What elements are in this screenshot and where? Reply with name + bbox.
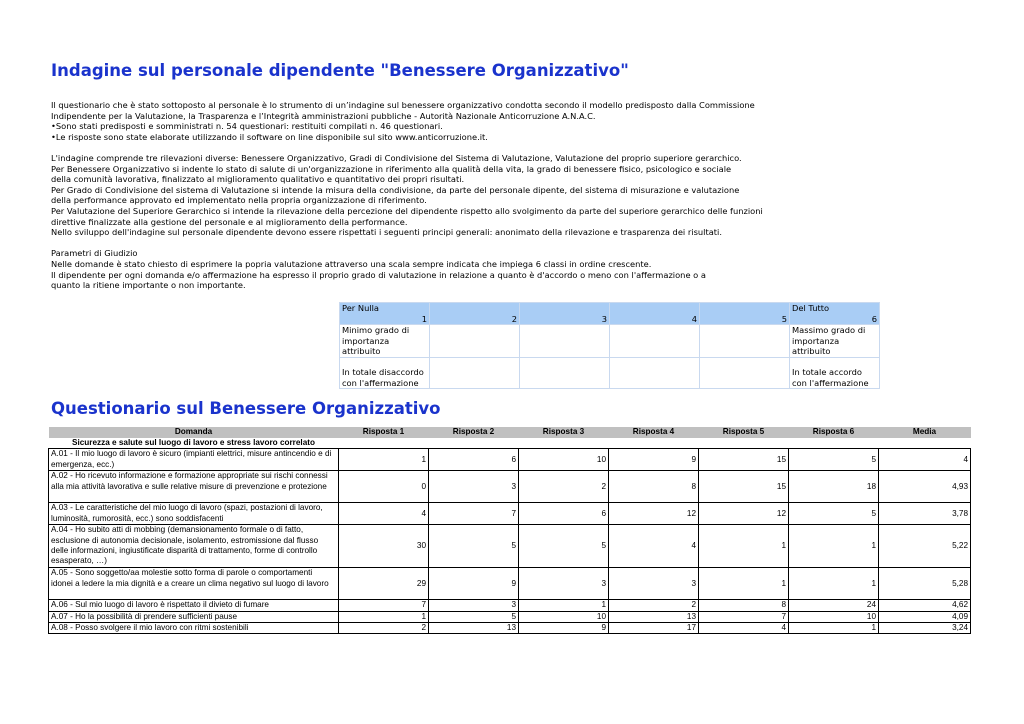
answer-count-cell: 2 [339,623,429,634]
scale-cell-1 [340,303,430,325]
col-header: Media [879,427,971,438]
intro-line: Nelle domande è stato chiesto di esprimere la popria valutazione attraverso una scala sempre indicata che impiega 6 classi in ordine crescente. [51,258,652,269]
answer-count-cell: 4 [609,525,699,568]
scale-number: 1 [421,313,427,324]
answer-count-cell: 9 [519,623,609,634]
answer-count-cell: 7 [429,503,519,525]
answer-count-cell: 6 [519,503,609,525]
answer-count-cell: 1 [789,623,879,634]
table-header-row [49,427,971,438]
answer-count-cell: 5 [429,611,519,622]
intro-line: direttive finalizzate alla gestione del personale e al miglioramento della performance. [51,216,408,227]
question-cell: A.07 - Ho la possibilità di prendere sufficienti pause [49,611,339,622]
paragraph-gap [51,238,811,249]
col-header: Risposta 2 [429,427,519,438]
answer-count-cell: 4 [699,623,789,634]
average-cell: 4,09 [879,611,971,622]
answer-count-cell: 0 [339,471,429,503]
table-row [49,503,971,525]
scale-cell-6 [790,303,880,325]
scale-left-label: Per Nulla [342,303,380,313]
answer-count-cell: 30 [339,525,429,568]
answer-count-cell: 2 [519,471,609,503]
scale-cell-3 [520,303,610,325]
answer-count-cell: 1 [699,568,789,600]
answer-count-cell: 1 [789,525,879,568]
col-header: Risposta 4 [609,427,699,438]
scale-min-importance: Minimo grado di importanza attribuito [340,325,430,358]
col-header: Risposta 5 [699,427,789,438]
answer-count-cell: 4 [339,503,429,525]
table-row [49,449,971,471]
col-header: Risposta 1 [339,427,429,438]
intro-line: Indipendente per la Valutazione, la Trasparenza e l’Integrità amministrazioni pubbliche - Autorità Nazionale Anticorruzione A.N.A.C. [51,110,596,121]
scale-number: 5 [781,313,787,324]
average-cell: 3,24 [879,623,971,634]
answer-count-cell: 29 [339,568,429,600]
scale-agree: In totale accordo con l'affermazione [790,358,880,389]
question-cell: A.04 - Ho subito atti di mobbing (demansionamento formale o di fatto, esclusione di autonomia decisionale, isolamento, estromissione dal flusso delle informazioni, ingiustificate disparità di trattamento, forme di controllo esasperato, …) [49,525,339,568]
answer-count-cell: 24 [789,600,879,611]
question-cell: A.03 - Le caratteristiche del mio luogo di lavoro (spazi, postazioni di lavoro, luminosità, rumorosità, ecc.) sono soddisfacenti [49,503,339,525]
average-cell: 4 [879,449,971,471]
intro-line: Parametri di Giudizio [51,248,138,259]
answer-count-cell: 15 [699,471,789,503]
page-title: Indagine sul personale dipendente "Benessere Organizzativo" [51,61,629,80]
scale-number: 6 [871,313,877,324]
scale-number: 4 [691,313,697,324]
scale-number: 2 [511,313,517,324]
rating-scale-table [339,302,880,389]
question-cell: A.01 - Il mio luogo di lavoro è sicuro (impianti elettrici, misure antincendio e di emergenza, ecc.) [49,449,339,471]
answer-count-cell: 15 [699,449,789,471]
answer-count-cell: 6 [429,449,519,471]
answer-count-cell: 17 [609,623,699,634]
average-cell: 5,22 [879,525,971,568]
average-cell: 3,78 [879,503,971,525]
answer-count-cell: 13 [609,611,699,622]
average-cell: 5,28 [879,568,971,600]
intro-line: L'indagine comprende tre rilevazioni diverse: Benessere Organizzativo, Gradi di Condivisione del Sistema di Valutazione, Valutazione del proprio superiore gerarchico. [51,152,742,163]
question-cell: A.05 - Sono soggetto/aa molestie sotto forma di parole o comportamenti idonei a ledere la mia dignità e a creare un clima negativo sul luogo di lavoro [49,568,339,600]
intro-line: quanto la ritiene importante o non importante. [51,280,246,291]
answer-count-cell: 5 [789,503,879,525]
answer-count-cell: 12 [609,503,699,525]
answer-count-cell: 5 [789,449,879,471]
answer-count-cell: 1 [789,568,879,600]
answer-count-cell: 8 [609,471,699,503]
col-header: Domanda [49,427,339,438]
answer-count-cell: 5 [429,525,519,568]
intro-line: Per Benessere Organizzativo si indente lo stato di salute di un'organizzazione in riferimento alla qualità della vita, la grado di benessere fisico, psicologico e sociale [51,163,732,174]
average-cell: 4,93 [879,471,971,503]
answer-count-cell: 7 [339,600,429,611]
answer-count-cell: 10 [519,449,609,471]
answer-count-cell: 7 [699,611,789,622]
average-cell: 4,62 [879,600,971,611]
scale-max-importance: Massimo grado di importanza attribuito [790,325,880,358]
answer-count-cell: 1 [519,600,609,611]
scale-disagree: In totale disaccordo con l'affermazione [340,358,430,389]
scale-cell-5 [700,303,790,325]
intro-line: Per Grado di Condivisione del sistema di Valutazione si intende la misura della condivisione, da parte del personale dipente, del sistema di misurazione e valutazione [51,184,740,195]
answer-count-cell: 13 [429,623,519,634]
scale-number: 3 [601,313,607,324]
answer-count-cell: 3 [429,471,519,503]
intro-line: Il dipendente per ogni domanda e/o affermazione ha espresso il proprio grado di valutazione in relazione a quanto è d'accordo o meno con l'affermazione o a [51,269,706,280]
answer-count-cell: 8 [699,600,789,611]
answer-count-cell: 10 [519,611,609,622]
intro-line: della comunità lavorativa, finalizzato al miglioramento qualitativo e quantitativo dei propri risultati. [51,174,465,185]
answer-count-cell: 9 [429,568,519,600]
question-cell: A.06 - Sul mio luogo di lavoro è rispettato il divieto di fumare [49,600,339,611]
question-cell: A.08 - Posso svolgere il mio lavoro con ritmi sostenibili [49,623,339,634]
intro-line: Per Valutazione del Superiore Gerarchico si intende la rilevazione della percezione del dipendente rispetto allo svolgimento da parte del superiore gerarchico delle funzioni [51,205,763,216]
table-row [49,600,971,611]
answer-count-cell: 10 [789,611,879,622]
table-row [49,471,971,503]
intro-line: della performance approvato ed implementato nella propria organizzazione di riferimento. [51,195,427,206]
answer-count-cell: 1 [339,611,429,622]
answer-count-cell: 9 [609,449,699,471]
table-row [49,611,971,622]
intro-line: Nello sviluppo dell'indagine sul personale dipendente devono essere rispettati i seguenti principi generali: anonimato della rilevazione e trasparenza dei risultati. [51,227,723,238]
scale-cell-4 [610,303,700,325]
col-header: Risposta 6 [789,427,879,438]
section-title: Questionario sul Benessere Organizzativo [51,399,441,418]
section-heading: Sicurezza e salute sul luogo di lavoro e stress lavoro correlato [72,438,315,447]
col-header: Risposta 3 [519,427,609,438]
answer-count-cell: 1 [699,525,789,568]
answer-count-cell: 5 [519,525,609,568]
scale-right-label: Del Tutto [792,303,830,313]
answer-count-cell: 12 [699,503,789,525]
intro-line: Il questionario che è stato sottoposto al personale è lo strumento di un’indagine sul benessere organizzativo condotta secondo il modello predisposto dalla Commissione [51,100,755,110]
table-row [49,568,971,600]
answer-count-cell: 2 [609,600,699,611]
intro-line: •Sono stati predisposti e somministrati n. 54 questionari: restituiti compilati n. 46 questionari. [51,121,443,132]
intro-line: •Le risposte sono state elaborate utilizzando il software on line disponibile sul sito www.anticorruzione.it. [51,131,488,142]
answer-count-cell: 18 [789,471,879,503]
questionnaire-table [48,427,971,634]
table-row [49,525,971,568]
answer-count-cell: 3 [429,600,519,611]
answer-count-cell: 3 [609,568,699,600]
answer-count-cell: 3 [519,568,609,600]
intro-text [51,100,811,291]
paragraph-gap [51,142,811,153]
question-cell: A.02 - Ho ricevuto informazione e formazione appropriate sui rischi connessi alla mia attività lavorativa e sulle relative misure di prevenzione e protezione [49,471,339,503]
answer-count-cell: 1 [339,449,429,471]
table-row [49,623,971,634]
scale-cell-2 [430,303,520,325]
